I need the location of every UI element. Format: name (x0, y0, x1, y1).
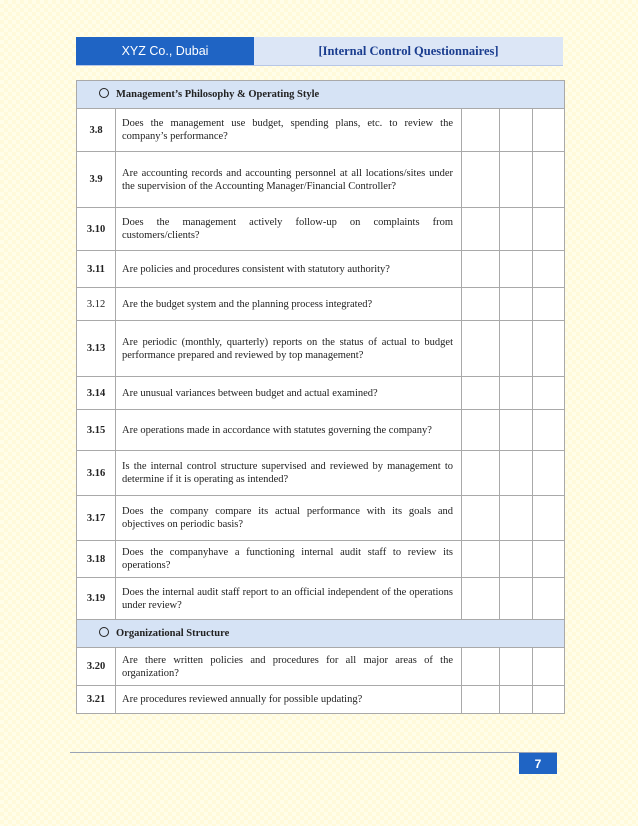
answer-cell-no[interactable] (500, 321, 533, 377)
answer-cell-no[interactable] (500, 288, 533, 321)
answer-cell-yes[interactable] (462, 377, 500, 410)
question-text: Are operations made in accordance with statutes governing the company? (116, 410, 462, 451)
question-text: Are periodic (monthly, quarterly) reports on the status of actual to budget performance prepared and reviewed by top management? (116, 321, 462, 377)
question-row (77, 451, 565, 496)
answer-cell-na[interactable] (533, 208, 565, 251)
question-row (77, 686, 565, 714)
answer-cell-na[interactable] (533, 496, 565, 541)
question-row (77, 578, 565, 620)
question-text: Are policies and procedures consistent with statutory authority? (116, 251, 462, 288)
answer-cell-yes[interactable] (462, 648, 500, 686)
document-title: [Internal Control Questionnaires] (254, 37, 563, 65)
answer-cell-yes[interactable] (462, 321, 500, 377)
answer-cell-yes[interactable] (462, 578, 500, 620)
section-title: Management’s Philosophy & Operating Style (116, 89, 320, 100)
answer-cell-na[interactable] (533, 410, 565, 451)
answer-cell-no[interactable] (500, 251, 533, 288)
question-row (77, 251, 565, 288)
company-name: XYZ Co., Dubai (76, 37, 254, 65)
answer-cell-na[interactable] (533, 451, 565, 496)
page-header (76, 37, 563, 66)
question-text: Does the companyhave a functioning internal audit staff to review its operations? (116, 541, 462, 578)
question-row (77, 541, 565, 578)
question-text: Does the management use budget, spending plans, etc. to review the company’s performance? (116, 109, 462, 152)
answer-cell-na[interactable] (533, 152, 565, 208)
answer-cell-na[interactable] (533, 648, 565, 686)
question-row (77, 321, 565, 377)
answer-cell-yes[interactable] (462, 541, 500, 578)
answer-cell-na[interactable] (533, 288, 565, 321)
answer-cell-no[interactable] (500, 648, 533, 686)
question-number: 3.16 (77, 451, 116, 496)
answer-cell-no[interactable] (500, 451, 533, 496)
question-text: Are accounting records and accounting personnel at all locations/sites under the supervision of the Accounting Manager/Financial Controller? (116, 152, 462, 208)
answer-cell-no[interactable] (500, 109, 533, 152)
question-number: 3.18 (77, 541, 116, 578)
answer-cell-yes[interactable] (462, 496, 500, 541)
answer-cell-yes[interactable] (462, 288, 500, 321)
answer-cell-no[interactable] (500, 208, 533, 251)
answer-cell-na[interactable] (533, 541, 565, 578)
question-text: Are the budget system and the planning process integrated? (116, 288, 462, 321)
question-text: Are procedures reviewed annually for possible updating? (116, 686, 462, 714)
question-number: 3.17 (77, 496, 116, 541)
answer-cell-na[interactable] (533, 321, 565, 377)
answer-cell-na[interactable] (533, 377, 565, 410)
answer-cell-no[interactable] (500, 496, 533, 541)
question-number: 3.14 (77, 377, 116, 410)
section-row-management (77, 81, 565, 109)
circle-bullet-icon (99, 88, 109, 98)
question-text: Is the internal control structure supervised and reviewed by management to determine if it is operating as intended? (116, 451, 462, 496)
answer-cell-na[interactable] (533, 109, 565, 152)
question-text: Does the company compare its actual performance with its goals and objectives on periodic basis? (116, 496, 462, 541)
footer-divider (70, 752, 557, 753)
question-number: 3.8 (77, 109, 116, 152)
answer-cell-yes[interactable] (462, 251, 500, 288)
answer-cell-na[interactable] (533, 686, 565, 714)
answer-cell-yes[interactable] (462, 451, 500, 496)
page-number: 7 (519, 753, 557, 774)
question-number: 3.20 (77, 648, 116, 686)
question-row (77, 377, 565, 410)
answer-cell-na[interactable] (533, 578, 565, 620)
question-row (77, 410, 565, 451)
question-text: Are there written policies and procedures for all major areas of the organization? (116, 648, 462, 686)
question-row (77, 496, 565, 541)
section-row-organizational (77, 620, 565, 648)
answer-cell-yes[interactable] (462, 109, 500, 152)
circle-bullet-icon (99, 627, 109, 637)
answer-cell-no[interactable] (500, 152, 533, 208)
question-text: Are unusual variances between budget and actual examined? (116, 377, 462, 410)
question-row (77, 648, 565, 686)
answer-cell-yes[interactable] (462, 410, 500, 451)
question-row (77, 152, 565, 208)
question-number: 3.15 (77, 410, 116, 451)
answer-cell-yes[interactable] (462, 686, 500, 714)
section-title: Organizational Structure (116, 628, 230, 639)
question-row (77, 208, 565, 251)
question-number: 3.12 (77, 288, 116, 321)
answer-cell-no[interactable] (500, 377, 533, 410)
question-row (77, 288, 565, 321)
answer-cell-no[interactable] (500, 578, 533, 620)
question-number: 3.10 (77, 208, 116, 251)
question-number: 3.19 (77, 578, 116, 620)
answer-cell-na[interactable] (533, 251, 565, 288)
question-text: Does the management actively follow-up on complaints from customers/clients? (116, 208, 462, 251)
question-number: 3.9 (77, 152, 116, 208)
question-text: Does the internal audit staff report to an official independent of the operations under review? (116, 578, 462, 620)
question-number: 3.13 (77, 321, 116, 377)
answer-cell-yes[interactable] (462, 208, 500, 251)
questionnaire-table (76, 80, 565, 714)
question-number: 3.11 (77, 251, 116, 288)
question-row (77, 109, 565, 152)
question-number: 3.21 (77, 686, 116, 714)
answer-cell-no[interactable] (500, 686, 533, 714)
answer-cell-no[interactable] (500, 541, 533, 578)
answer-cell-no[interactable] (500, 410, 533, 451)
answer-cell-yes[interactable] (462, 152, 500, 208)
